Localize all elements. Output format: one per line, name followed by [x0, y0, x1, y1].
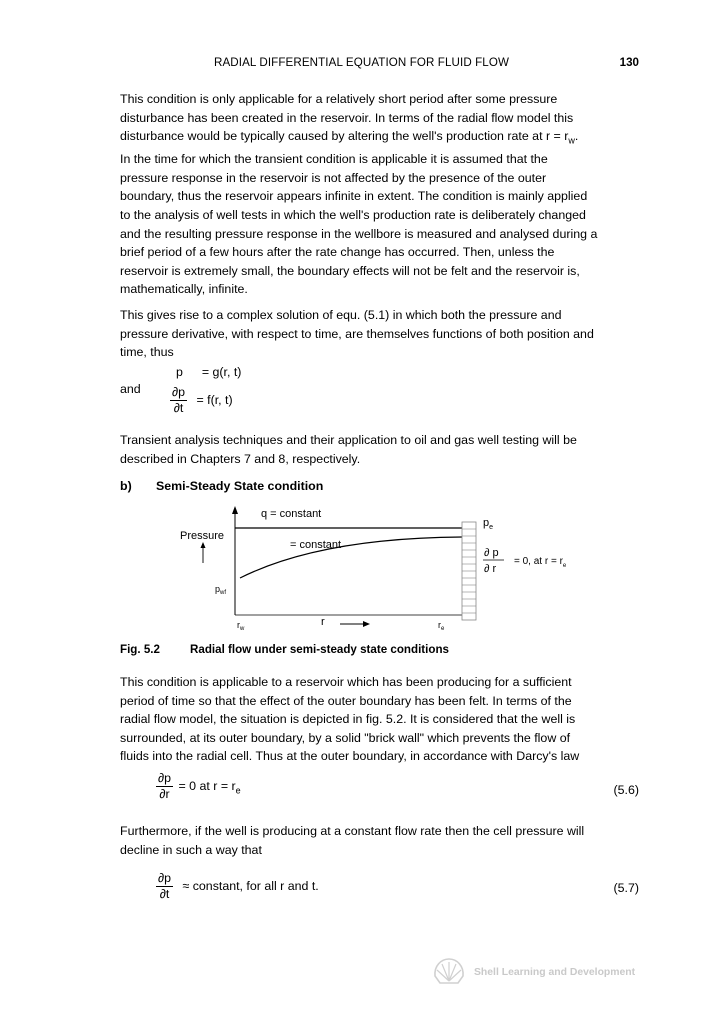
y-axis-arrow-icon: [232, 506, 238, 514]
boundary-condition-label: = 0, at $r = r_e$: [514, 556, 567, 569]
equation-5-6: [156, 771, 241, 802]
equation-dpdt-f: [170, 385, 233, 416]
dp-dr-denominator: ∂ r: [484, 563, 497, 575]
eq-rhs: = 0 at r = r: [178, 778, 236, 793]
paragraph-complex-solution: [120, 306, 642, 362]
shell-logo-icon: [432, 956, 466, 986]
equation-number-5-7: (5.7): [613, 881, 639, 895]
running-header-title: RADIAL DIFFERENTIAL EQUATION FOR FLUID FLOW: [213, 56, 510, 69]
re-label: $r_e$: [438, 620, 445, 632]
text-line: Furthermore, if the well is producing at a constant flow rate then the cell pressure will: [120, 824, 585, 838]
fraction-dp-dt: [170, 385, 187, 416]
fraction-denominator: ∂t: [173, 401, 184, 415]
pressure-axis-label: Pressure: [180, 530, 225, 542]
text-line: Transient analysis techniques and their application to oil and gas well testing will be: [120, 433, 577, 447]
text-line: boundary, thus the reservoir appears infinite in extent. The condition is mainly applied: [120, 189, 588, 204]
pe-label: $p_e$: [483, 517, 494, 531]
fraction-dp-dt: [156, 871, 173, 902]
text-line: and the resulting pressure response in the wellbore is measured and analysed during a: [120, 226, 598, 241]
text-line: disturbance has been created in the reservoir. In terms of the radial flow model this: [120, 110, 574, 125]
subscript-w: w: [568, 135, 575, 146]
paragraph-constant-rate: [120, 822, 642, 859]
q-constant-label: q = constant: [261, 508, 322, 520]
text-line: brief period of a few hours after the rate change has occurred. Then, unless the: [120, 245, 555, 260]
brick-wall-boundary: [462, 522, 476, 620]
text-line: reservoir is extremely small, the boundary effects will not be felt and the reservoir is,: [120, 263, 580, 278]
pwf-label: $p_{wf}$: [215, 584, 227, 596]
text-line: mathematically, infinite.: [120, 282, 248, 297]
equation-number-5-6: (5.6): [613, 783, 639, 797]
rw-label: $r_w$: [237, 620, 245, 632]
text-line: period of time so that the effect of the outer boundary has been felt. In terms of the: [120, 693, 572, 708]
fraction-numerator: ∂p: [158, 871, 172, 885]
fraction-denominator: ∂t: [159, 887, 170, 901]
section-title: Semi-Steady State condition: [156, 479, 324, 493]
text-line: [120, 127, 642, 150]
text-line: pressure derivative, with respect to time, are themselves functions of both position and: [120, 326, 594, 341]
curve-constant-label: = constant: [290, 539, 342, 551]
page-number: 130: [619, 56, 639, 69]
r-axis-label: r: [321, 616, 325, 628]
eq-lhs-p: p: [176, 365, 183, 379]
paragraph-transient-condition: [120, 90, 642, 299]
section-label: b): [120, 479, 132, 493]
figure-radial-flow-diagram: [170, 500, 590, 635]
text-line: This gives rise to a complex solution of equ. (5.1) in which both the pressure and: [120, 308, 562, 322]
equation-5-7: [156, 871, 319, 902]
text-line: decline in such a way that: [120, 842, 262, 857]
fraction-denominator: ∂r: [159, 787, 170, 801]
equation-p-g: [176, 365, 241, 379]
text-line: described in Chapters 7 and 8, respectively.: [120, 451, 361, 466]
period: .: [574, 129, 579, 144]
text-line: surrounded, at its outer boundary, by a solid "brick wall" which prevents the flow of: [120, 730, 571, 745]
text-line: time, thus: [120, 345, 174, 360]
text-line: This condition is applicable to a reservoir which has been producing for a sufficient: [120, 675, 572, 689]
r-arrow-icon: [363, 621, 370, 627]
paragraph-semi-steady-state: [120, 673, 642, 766]
pressure-up-arrow-icon: [201, 542, 206, 548]
eq-rhs-f: = f(r, t): [196, 392, 233, 407]
fraction-numerator: ∂p: [172, 385, 186, 399]
text-line: radial flow model, the situation is depicted in fig. 5.2. It is considered that the well is: [120, 712, 576, 727]
text-line: to the analysis of well tests in which the well's production rate is deliberately changed: [120, 208, 586, 223]
text-line-main: disturbance would be typically caused by altering the well's production rate at r = r: [120, 129, 569, 144]
text-line: In the time for which the transient condition is applicable it is assumed that the: [120, 152, 548, 167]
figure-caption: Radial flow under semi-steady state conditions: [190, 643, 449, 656]
fraction-numerator: ∂p: [158, 771, 172, 785]
eq-rhs-g: = g(r, t): [201, 365, 242, 379]
paragraph-transient-analysis: [120, 431, 642, 468]
figure-number: Fig. 5.2: [120, 643, 160, 656]
eq-rhs: ≈ constant, for all r and t.: [182, 878, 319, 893]
text-line: This condition is only applicable for a relatively short period after some pressure: [120, 92, 558, 106]
dp-dr-numerator: ∂ p: [484, 547, 499, 559]
fraction-dp-dr: [156, 771, 173, 802]
footer-brand-text: Shell Learning and Development: [474, 967, 636, 978]
pressure-profile-curve: [240, 537, 462, 578]
subscript-e: e: [235, 785, 241, 796]
equation-and-label: and: [120, 382, 141, 396]
text-line: pressure response in the reservoir is not affected by the presence of the outer: [120, 170, 547, 185]
text-line: fluids into the radial cell. Thus at the outer boundary, in accordance with Darcy's law: [120, 749, 580, 764]
